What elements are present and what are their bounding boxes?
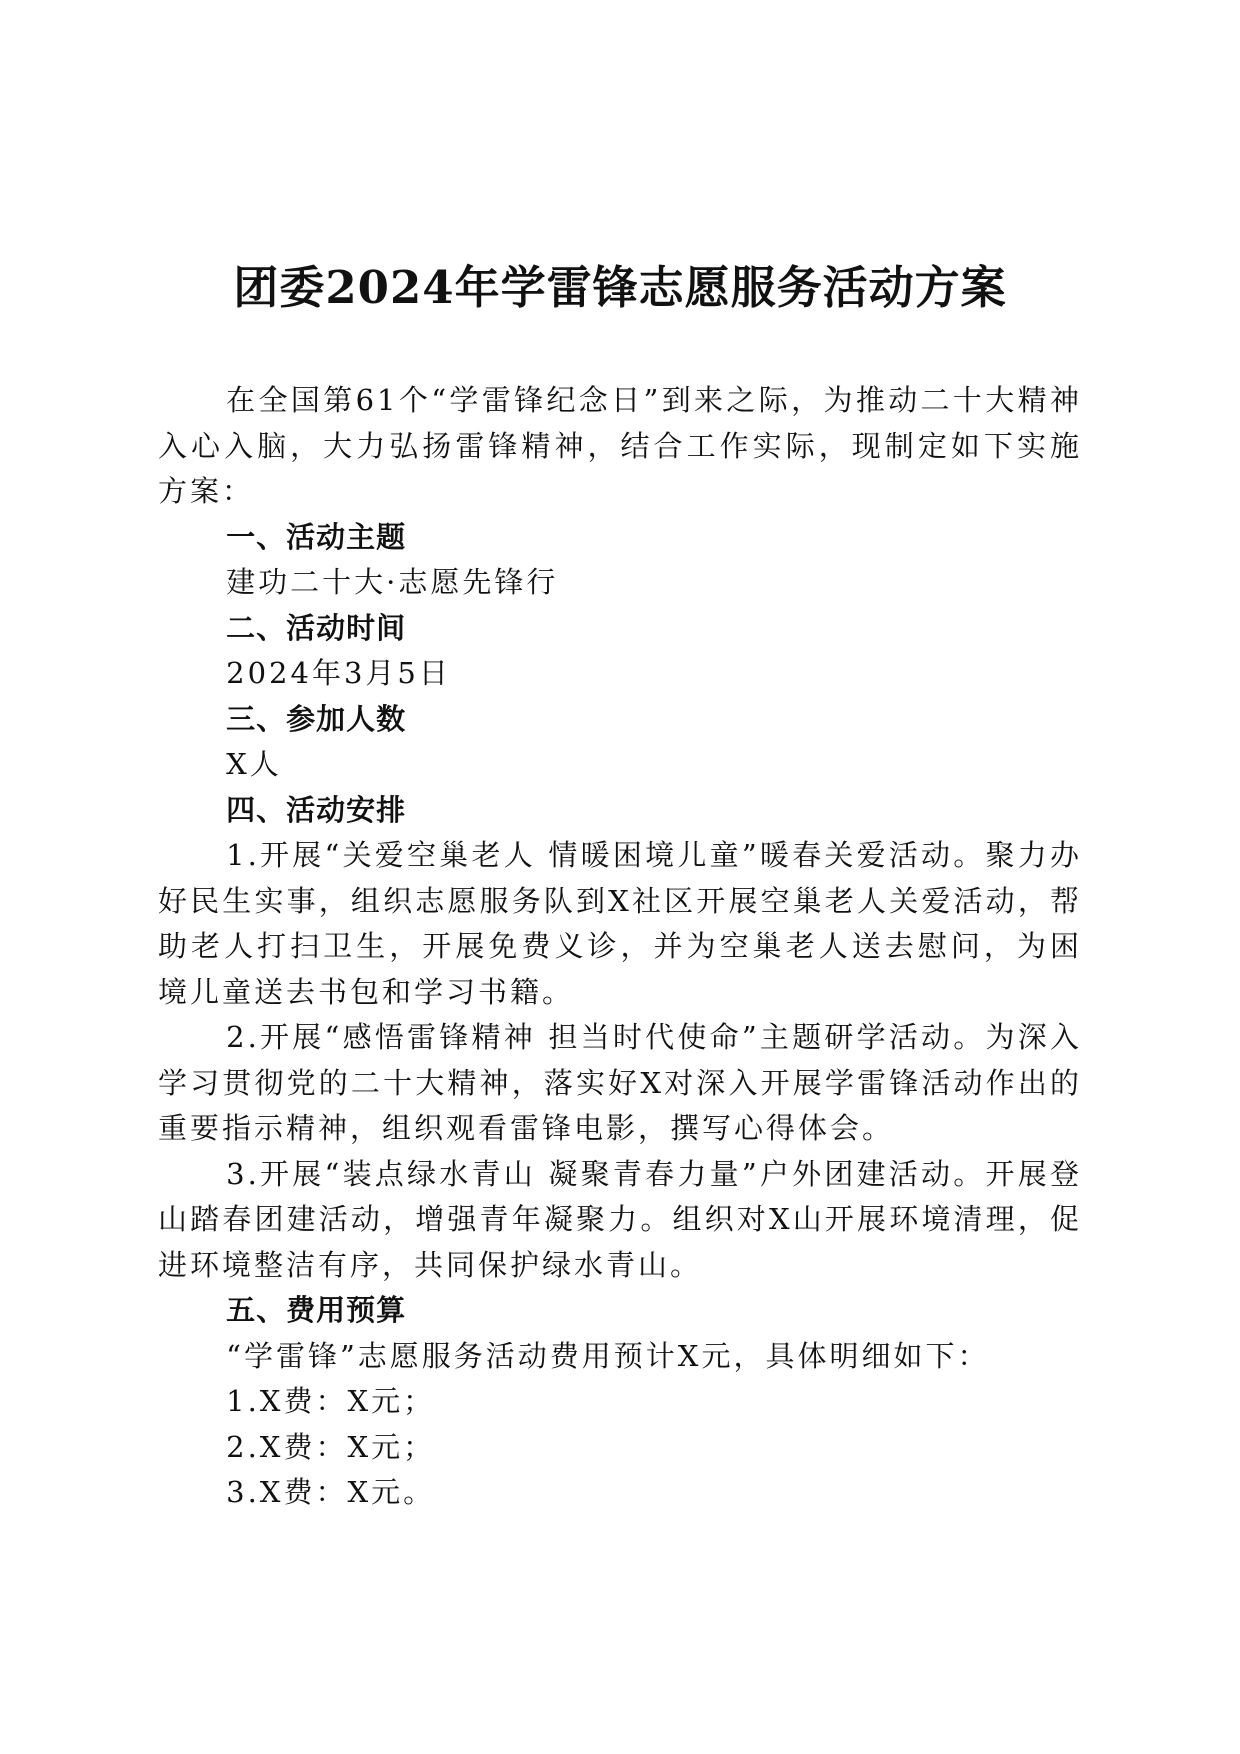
arrangement-item: 1.开展“关爱空巢老人 情暖困境儿童”暖春关爱活动。聚力办好民生实事，组织志愿服务队到X社区开展空巢老人关爱活动，帮助老人打扫卫生，开展免费义诊，并为空巢老人送去慰问，为困境儿童送去书包和学习书籍。 bbox=[158, 838, 1082, 1009]
document-title: 团委2024年学雷锋志愿服务活动方案 bbox=[233, 261, 1007, 314]
section-heading-arrangement: 四、活动安排 bbox=[226, 792, 407, 827]
section-content-theme: 建功二十大·志愿先锋行 bbox=[226, 565, 559, 599]
section-content-participants: X人 bbox=[226, 747, 282, 781]
arrangement-item: 3.开展“装点绿水青山 凝聚青春力量”户外团建活动。开展登山踏春团建活动，增强青年凝聚力。组织对X山开展环境清理，促进环境整洁有序，共同保护绿水青山。 bbox=[158, 1156, 1082, 1282]
section-heading-time: 二、活动时间 bbox=[226, 610, 407, 645]
section-heading-participants: 三、参加人数 bbox=[226, 701, 407, 736]
section-content-time: 2024年3月5日 bbox=[226, 656, 451, 690]
budget-item: 2.X费：X元； bbox=[226, 1429, 436, 1464]
document-body bbox=[158, 378, 1082, 1516]
section-heading-theme: 一、活动主题 bbox=[226, 519, 407, 554]
budget-item: 1.X费：X元； bbox=[226, 1384, 436, 1418]
budget-intro: “学雷锋”志愿服务活动费用预计X元，具体明细如下： bbox=[226, 1338, 990, 1373]
arrangement-item: 2.开展“感悟雷锋精神 担当时代使命”主题研学活动。为深入学习贯彻党的二十大精神，落实好X对深入开展学雷锋活动作出的重要指示精神，组织观看雷锋电影，撰写心得体会。 bbox=[158, 1020, 1082, 1145]
section-heading-budget: 五、费用预算 bbox=[226, 1293, 407, 1327]
intro-paragraph: 在全国第61个“学雷锋纪念日”到来之际，为推动二十大精神入心入脑，大力弘扬雷锋精神，结合工作实际，现制定如下实施方案： bbox=[158, 383, 1082, 508]
budget-item: 3.X费：X元。 bbox=[226, 1475, 436, 1509]
